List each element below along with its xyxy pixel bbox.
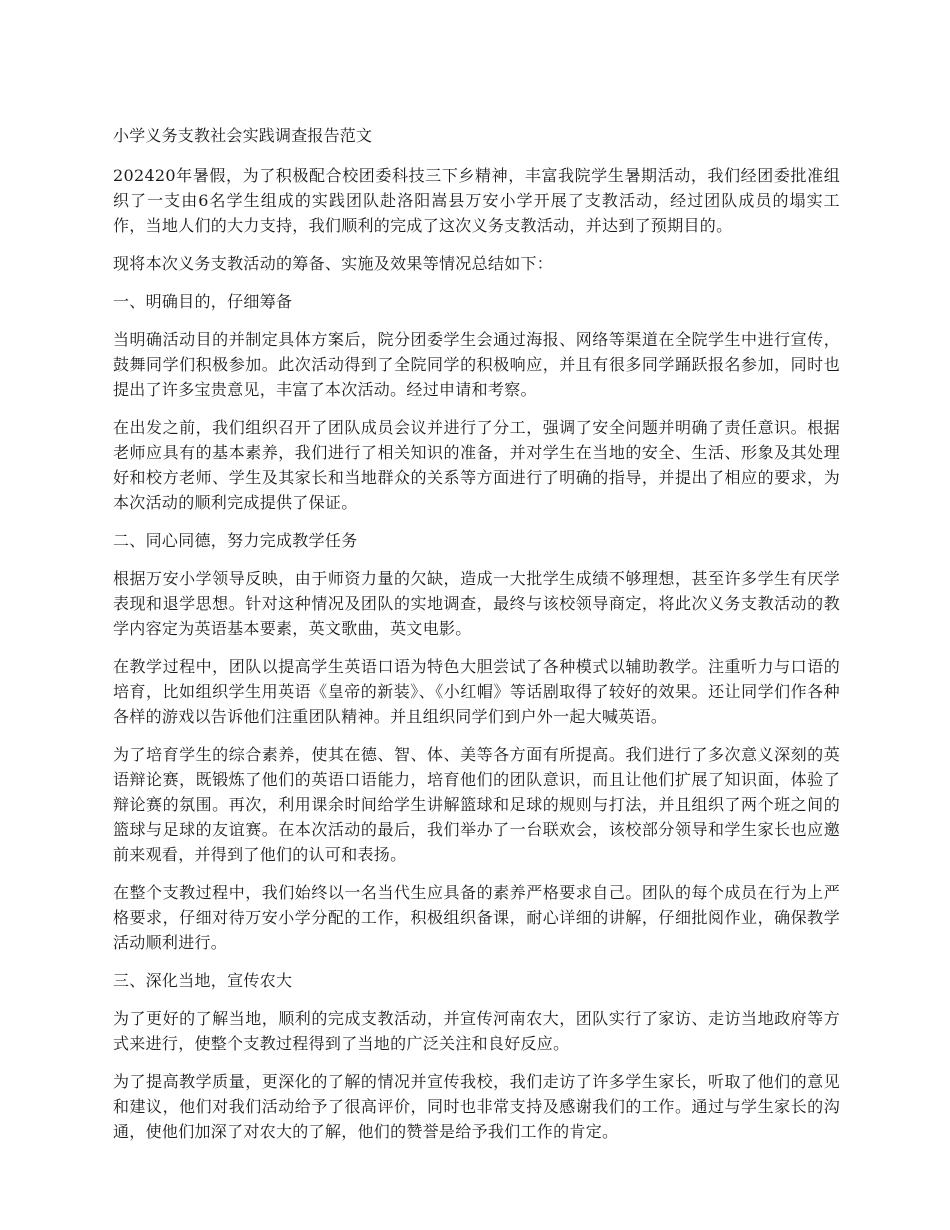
document-title: 小学义务支教社会实践调查报告范文 <box>113 126 373 145</box>
paragraph-1-1: 当明确活动目的并制定具体方案后，院分团委学生会通过海报、网络等渠道在全院学生中进行宣传，鼓舞同学们积极参加。此次活动得到了全院同学的积极响应，并且有很多同学踊跃报名参加，同时也提出了许多宝贵意见，丰富了本次活动。经过申请和考察。 <box>113 330 840 399</box>
document-page <box>113 123 840 1157</box>
paragraph-2-2: 在教学过程中，团队以提高学生英语口语为特色大胆尝试了各种模式以辅助教学。注重听力与口语的培育，比如组织学生用英语《皇帝的新装》、《小红帽》等话剧取得了较好的效果。还让同学们作各种各样的游戏以告诉他们注重团队精神。并且组织同学们到户外一起大喊英语。 <box>113 657 840 726</box>
paragraph-summary-lead: 现将本次义务支教活动的筹备、实施及效果等情况总结如下： <box>113 254 554 273</box>
paragraph-intro: 202420年暑假，为了积极配合校团委科技三下乡精神，丰富我院学生暑期活动，我们经团委批准组织了一支由6名学生组成的实践团队赴洛阳嵩县万安小学开展了支教活动，经过团队成员的塌实工作，当地人们的大力支持，我们顺利的完成了这次义务支教活动，并达到了预期目的。 <box>113 166 840 235</box>
paragraph-2-4: 在整个支教过程中，我们始终以一名当代生应具备的素养严格要求自己。团队的每个成员在行为上严格要求，仔细对待万安小学分配的工作，积极组织备课，耐心详细的讲解，仔细批阅作业，确保教学活动顺利进行。 <box>113 883 840 952</box>
paragraph-3-1: 为了更好的了解当地，顺利的完成支教活动，并宣传河南农大，团队实行了家访、走访当地政府等方式来进行，使整个支教过程得到了当地的广泛关注和良好反应。 <box>113 1009 840 1053</box>
section-heading-2: 二、同心同德，努力完成教学任务 <box>113 531 358 550</box>
paragraph-1-2: 在出发之前，我们组织召开了团队成员会议并进行了分工，强调了安全问题并明确了责任意识。根据老师应具有的基本素养，我们进行了相关知识的准备，并对学生在当地的安全、生活、形象及其处理好和校方老师、学生及其家长和当地群众的关系等方面进行了明确的指导，并提出了相应的要求，为本次活动的顺利完成提供了保证。 <box>113 418 840 512</box>
paragraph-2-1: 根据万安小学领导反映，由于师资力量的欠缺，造成一大批学生成绩不够理想，甚至许多学生有厌学表现和退学思想。针对这种情况及团队的实地调查，最终与该校领导商定，将此次义务支教活动的教学内容定为英语基本要素，英文歌曲，英文电影。 <box>113 569 840 638</box>
paragraph-3-2: 为了提高教学质量，更深化的了解的情况并宣传我校，我们走访了许多学生家长，听取了他们的意见和建议，他们对我们活动给予了很高评价，同时也非常支持及感谢我们的工作。通过与学生家长的沟通，使他们加深了对农大的了解，他们的赞誉是给予我们工作的肯定。 <box>113 1072 840 1141</box>
paragraph-2-3: 为了培育学生的综合素养，使其在德、智、体、美等各方面有所提高。我们进行了多次意义深刻的英语辩论赛，既锻炼了他们的英语口语能力，培育他们的团队意识，而且让他们扩展了知识面，体验了辩论赛的氛围。再次，利用课余时间给学生讲解篮球和足球的规则与打法，并且组织了两个班之间的篮球与足球的友谊赛。在本次活动的最后，我们举办了一台联欢会，该校部分领导和学生家长也应邀前来观看，并得到了他们的认可和表扬。 <box>113 745 840 864</box>
section-heading-3: 三、深化当地，宣传农大 <box>113 971 293 990</box>
section-heading-1: 一、明确目的，仔细筹备 <box>113 292 293 311</box>
